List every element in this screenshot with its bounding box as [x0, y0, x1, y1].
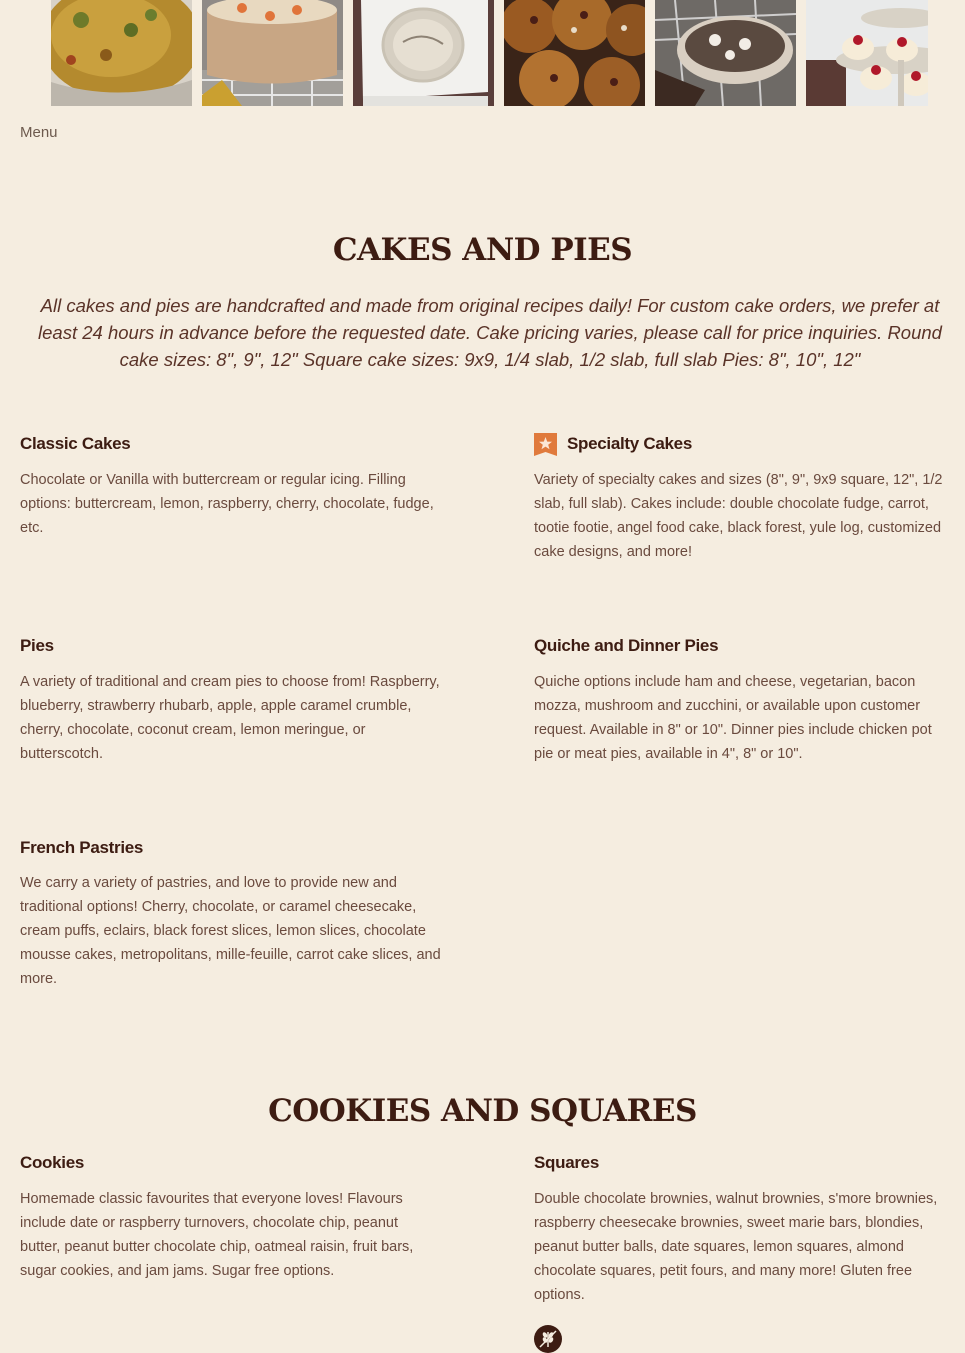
- menu-item-pies: [20, 633, 450, 766]
- item-description: Quiche options include ham and cheese, vegetarian, bacon mozza, mushroom and zucchini, or available upon customer request. Available in 8" or 10". Dinner pies include chicken pot pie or meat pies, available in 4", 8" or 10".: [534, 674, 932, 762]
- star-badge-icon: [534, 433, 557, 456]
- item-title: French Pastries: [20, 838, 144, 857]
- menu-item-classic-cakes: [20, 431, 450, 540]
- section-title-cakes-and-pies: CAKES AND PIES: [332, 232, 633, 268]
- gallery-photo-muffins[interactable]: [504, 0, 645, 106]
- item-title: Specialty Cakes: [567, 434, 692, 453]
- item-description: Double chocolate brownies, walnut brownies, s'more brownies, raspberry cheesecake brownies, sweet marie bars, blondies, peanut butter balls, date squares, lemon squares, almond chocolate squares, petit fours, and many more! Gluten free options.: [534, 1191, 938, 1303]
- item-title: Classic Cakes: [20, 434, 131, 453]
- item-description: A variety of traditional and cream pies to choose from! Raspberry, blueberry, strawberry rhubarb, apple, apple caramel crumble, cherry, chocolate, coconut cream, lemon meringue, or butterscotch.: [20, 674, 440, 762]
- cakes-intro-text: All cakes and pies are handcrafted and made from original recipes daily! For custom cake orders, we prefer at least 24 hours in advance before the requested date. Cake pricing varies, please call for price inquiries. Round cake sizes: 8", 9", 12" Square cake sizes: 9x9, 1/4 slab, 1/2 slab, full slab Pies: 8", 10", 12": [38, 295, 942, 370]
- gallery-photo-cheesecake[interactable]: [655, 0, 796, 106]
- photo-gallery[interactable]: [51, 0, 928, 106]
- gallery-photo-cupcakes[interactable]: [806, 0, 928, 106]
- item-title: Pies: [20, 636, 54, 655]
- menu-item-squares: [534, 1150, 954, 1307]
- item-description: Variety of specialty cakes and sizes (8", 9", 9x9 square, 12", 1/2 slab, full slab). Cakes include: double chocolate fudge, carrot, tootie footie, angel food cake, black forest, yule log, customized cake designs, and more!: [534, 472, 943, 560]
- gallery-photo-carrot-cake[interactable]: [202, 0, 343, 106]
- item-title: Quiche and Dinner Pies: [534, 636, 719, 655]
- gallery-photo-quiche[interactable]: [51, 0, 192, 106]
- menu-item-quiche-and-dinner-pies: [534, 633, 949, 766]
- item-description: Homemade classic favourites that everyone loves! Flavours include date or raspberry turnovers, chocolate chip, peanut butter, peanut butter chocolate chip, oatmeal raisin, fruit bars, sugar cookies, and jam jams. Sugar free options.: [20, 1191, 414, 1279]
- item-description: We carry a variety of pastries, and love to provide new and traditional options! Cherry, chocolate, or caramel cheesecake, cream puffs, eclairs, black forest slices, lemon slices, chocolate mousse cakes, metropolitans, mille-feuille, carrot cake slices, and more.: [20, 875, 441, 987]
- item-title: Squares: [534, 1153, 599, 1172]
- menu-item-specialty-cakes: [534, 431, 959, 564]
- item-title: Cookies: [20, 1153, 85, 1172]
- gallery-photo-boxed-pie[interactable]: [353, 0, 494, 106]
- section-title-cookies-and-squares: COOKIES AND SQUARES: [268, 1093, 697, 1129]
- menu-item-cookies: [20, 1150, 435, 1283]
- menu-label: Menu: [20, 124, 58, 141]
- menu-item-french-pastries: [20, 835, 445, 991]
- item-description: Chocolate or Vanilla with buttercream or regular icing. Filling options: buttercream, lemon, raspberry, cherry, chocolate, fudge, etc.: [20, 472, 434, 536]
